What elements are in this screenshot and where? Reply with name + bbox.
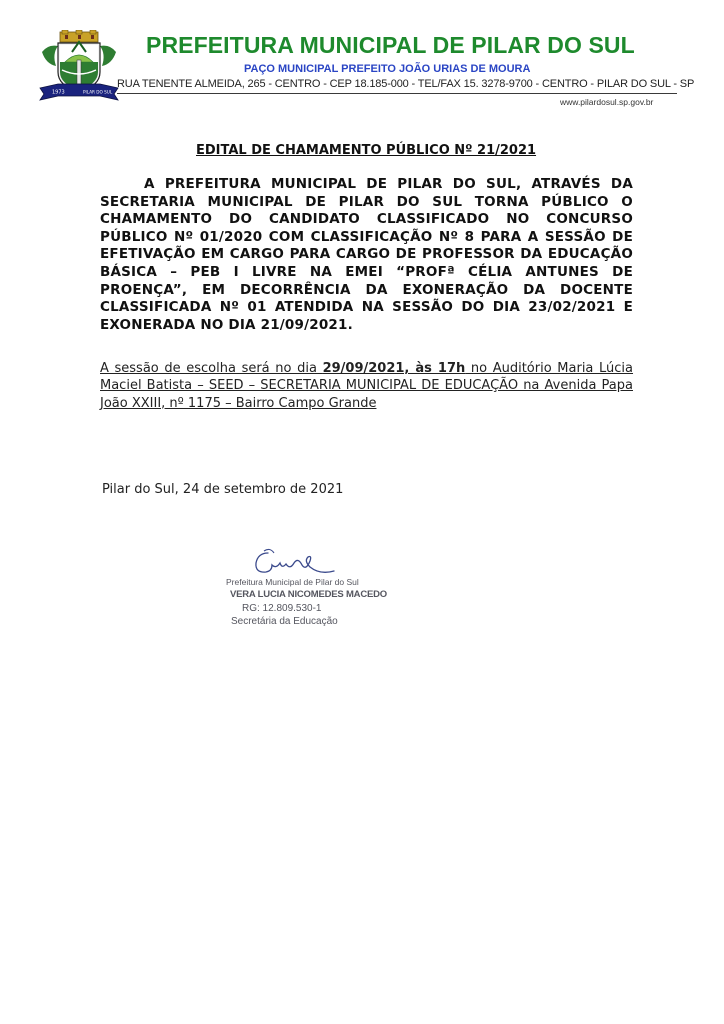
session-intro: A sessão de escolha será no dia [100,361,323,376]
handwritten-signature-icon [250,545,340,581]
municipality-title: PREFEITURA MUNICIPAL DE PILAR DO SUL [146,32,635,58]
official-stamp [226,577,426,628]
session-location: no Auditório Maria Lúcia Maciel Batista – SEED – SECRETARIA MUNICIPAL DE EDUCAÇÃO na Avenida Papa João XXIII, nº 1175 – Bairro Campo Grande [100,361,634,411]
crest-ribbon-left-text: 1973 [52,89,65,96]
session-datetime: 29/09/2021, às 17h [322,361,466,376]
address-line: RUA TENENTE ALMEIDA, 265 - CENTRO - CEP 18.185-000 - TEL/FAX 15. 3278-9700 - CENTRO - PILAR DO SUL - SP [117,78,695,90]
document-heading: EDITAL DE CHAMAMENTO PÚBLICO Nº 21/2021 [196,143,537,158]
municipal-palace-subtitle: PAÇO MUNICIPAL PREFEITO JOÃO URIAS DE MOURA [244,63,531,75]
session-paragraph [100,360,633,412]
header-divider [117,93,677,94]
website-link[interactable]: www.pilardosul.sp.gov.br [560,97,654,107]
stamp-signatory-name: VERA LUCIA NICOMEDES MACEDO [230,589,387,600]
stamp-rg-number: RG: 12.809.530-1 [242,603,322,614]
announcement-paragraph: A PREFEITURA MUNICIPAL DE PILAR DO SUL, ATRAVÉS DA SECRETARIA MUNICIPAL DE PILAR DO SUL TORNA PÚBLICO O CHAMAMENTO DO CANDIDATO CLASSIFICADO NO CONCURSO PÚBLICO Nº 01/2020 COM CLASSIFICAÇÃO Nº 8 PARA A SESSÃO DE EFETIVAÇÃO EM CARGO PARA CARGO DE PROFESSOR DA EDUCAÇÃO BÁSICA – PEB I LIVRE NA EMEI “PROFª CÉLIA ANTUNES DE PROENÇA”, EM DECORRÊNCIA DA EXONERAÇÃO DA DOCENTE CLASSIFICADA Nº 01 ATENDIDA NA SESSÃO DO DIA 23/02/2021 E EXONERADA NO DIA 21/09/2021. [100,176,633,333]
stamp-organization: Prefeitura Municipal de Pilar do Sul [226,577,359,587]
municipal-crest-icon [38,30,120,102]
crest-ribbon-right-text: PILAR DO SUL [83,89,113,95]
place-and-date: Pilar do Sul, 24 de setembro de 2021 [102,482,344,497]
stamp-role: Secretária da Educação [231,616,338,627]
